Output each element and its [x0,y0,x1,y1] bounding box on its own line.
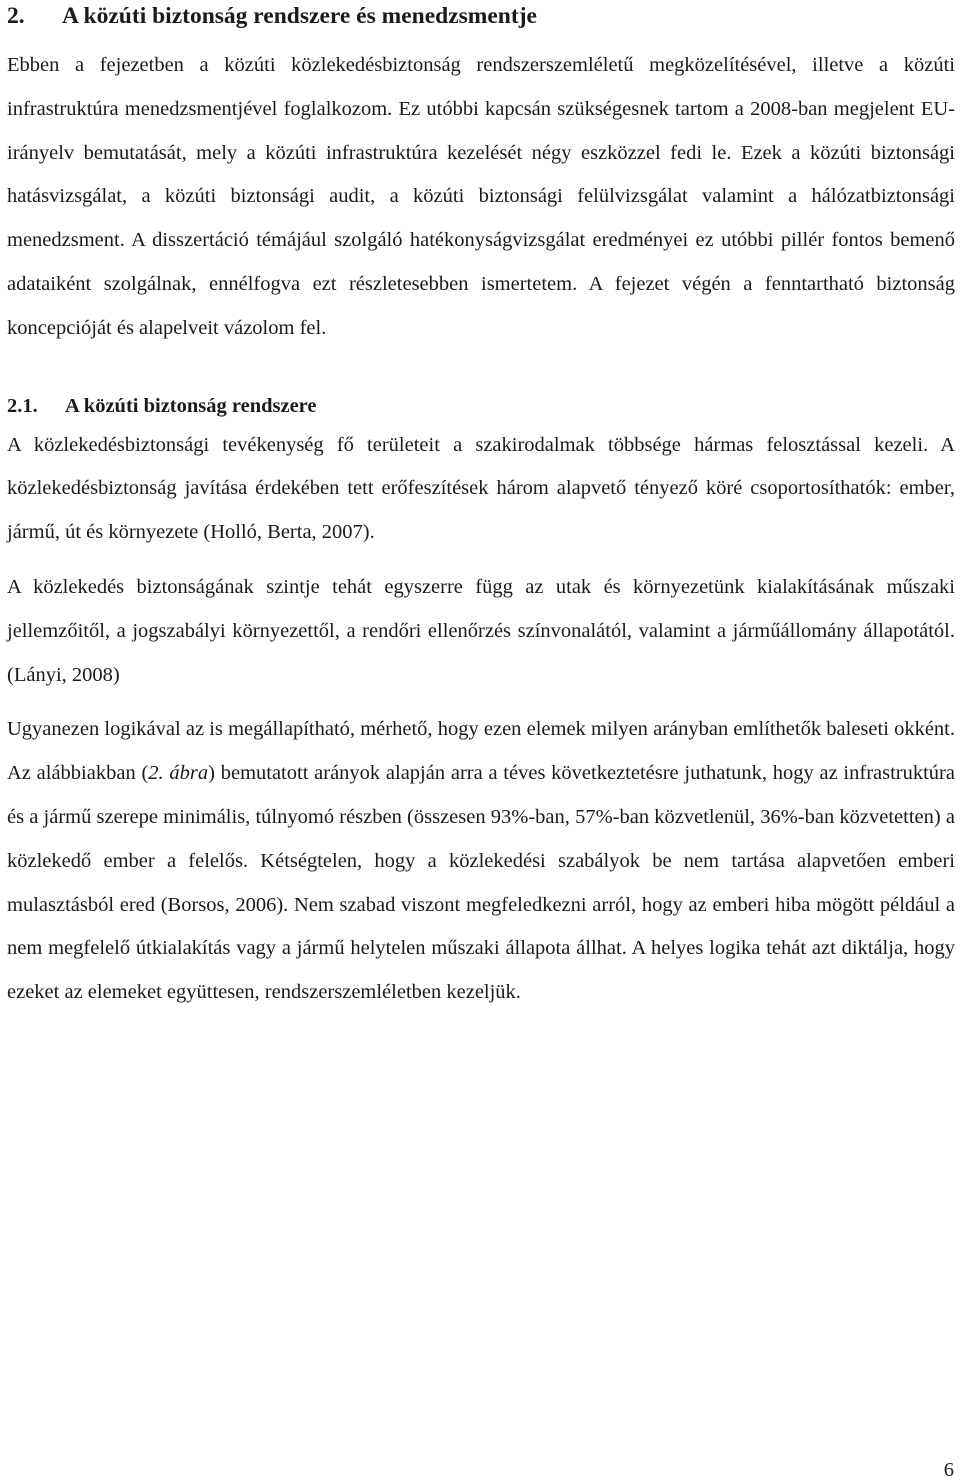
figure-ref-number: 2. [148,762,170,785]
chapter-heading [7,0,955,30]
body-paragraph-1: A közlekedésbiztonsági tevékenység fő területeit a szakirodalmak többsége hármas felosztással kezeli. A közlekedésbiztonság javítása érdekében tett erőfeszítések három alapvető tényező köré csoportosíthatók: ember, jármű, út és környezete (Holló, Berta, 2007). [7,433,955,544]
intro-paragraph: Ebben a fejezetben a közúti közlekedésbiztonság rendszerszemléletű megközelítésével, illetve a közúti infrastruktúra menedzsmentjével foglalkozom. Ez utóbbi kapcsán szükségesnek tartom a 2008-ban megjelent EU-irányelv bemutatását, mely a közúti infrastruktúra kezelését négy eszközzel fedi le. Ezek a közúti biztonsági hatásvizsgálat, a közúti biztonsági audit, a közúti biztonsági felülvizsgálat valamint a hálózatbiztonsági menedzsment. A disszertáció témájául szolgáló hatékonyságvizsgálat eredményei ez utóbbi pillér fontos bemenő adataiként szolgálnak, ennélfogva ezt részletesebben ismertetem. A fejezet végén a fenntartható biztonság koncepcióját és alapelveit vázolom fel. [7,54,955,339]
figure-reference: ábra [169,762,209,785]
body-paragraph-2: A közlekedés biztonságának szintje tehát egyszerre függ az utak és környezetünk kialakításának műszaki jellemzőitől, a jogszabályi környezettől, a rendőri ellenőrzés színvonalától, valamint a járműállomány állapotától. (Lányi, 2008) [7,575,955,686]
document-page [7,0,955,1015]
paragraph-text-start: Ugyanezen logikával az is megállapítható, mérhető, hogy ezen elemek milyen arányban említhetők baleseti okként. Az alábbiakban ( [7,718,955,785]
paragraph-text-end: ) bemutatott arányok alapján arra a téves következtetésre juthatunk, hogy az infrastruktúra és a jármű szerepe minimális, túlnyomó részben (összesen 93%-ban, 57%-ban közvetlenül, 36%-ban közvetetten) a közlekedő ember a felelős. Kétségtelen, hogy a közlekedési szabályok be nem tartása alapvetően emberi mulasztásból ered (Borsos, 2006). Nem szabad viszont megfeledkezni arról, hogy az emberi hiba mögött például a nem megfelelő útkialakítás vagy a jármű helytelen műszaki állapota állhat. A helyes logika tehát azt diktálja, hogy ezeket az elemeket együttesen, rendszerszemléletben kezeljük. [7,762,955,1004]
section-number: 2.1. [7,394,38,417]
section-title: A közúti biztonság rendszere [65,394,317,417]
section-heading [7,392,955,420]
page-number: 6 [943,1459,954,1481]
chapter-title: A közúti biztonság rendszere és menedzsmentje [62,3,537,29]
chapter-number: 2. [7,3,25,29]
body-paragraph-3 [7,708,955,1015]
